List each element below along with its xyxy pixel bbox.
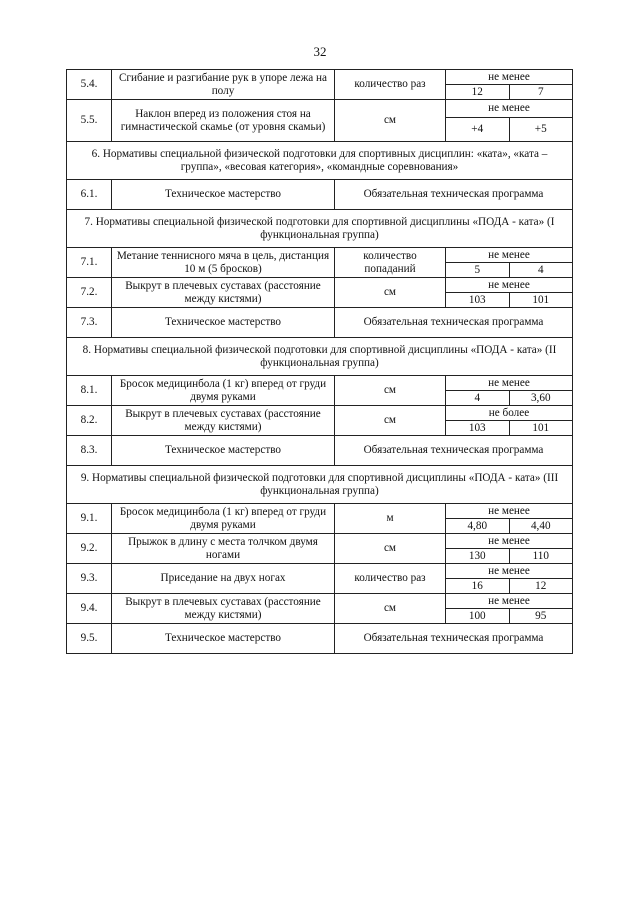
row-number: 7.1.: [67, 248, 112, 278]
test-name: Выкрут в плечевых суставах (расстояние между кистями): [112, 594, 335, 624]
condition-label: не менее: [446, 376, 573, 391]
condition-label: не менее: [446, 70, 573, 85]
section-heading: 9. Нормативы специальной физической подготовки для спортивной дисциплины «ПОДА - ката» (III функциональная группа): [67, 466, 573, 504]
value-boys: 4,80: [446, 519, 510, 534]
row-number: 9.1.: [67, 504, 112, 534]
program-text: Обязательная техническая программа: [335, 308, 573, 338]
condition-label: не менее: [446, 564, 573, 579]
test-name: Метание теннисного мяча в цель, дистанция 10 м (5 бросков): [112, 248, 335, 278]
value-girls: 7: [509, 85, 573, 100]
condition-label: не менее: [446, 504, 573, 519]
row-number: 8.2.: [67, 406, 112, 436]
section-heading: 7. Нормативы специальной физической подготовки для спортивной дисциплины «ПОДА - ката» (I функциональная группа): [67, 210, 573, 248]
test-name: Выкрут в плечевых суставах (расстояние между кистями): [112, 406, 335, 436]
value-girls: 101: [509, 293, 573, 308]
condition-label: не менее: [446, 100, 573, 118]
condition-label: не менее: [446, 278, 573, 293]
section-row: [67, 210, 573, 248]
section-row: [67, 466, 573, 504]
unit-of-measure: количество раз: [335, 70, 446, 100]
value-boys: +4: [446, 118, 510, 142]
condition-label: не более: [446, 406, 573, 421]
section-row: [67, 338, 573, 376]
condition-label: не менее: [446, 534, 573, 549]
unit-of-measure: количество раз: [335, 564, 446, 594]
table-row: [67, 100, 573, 118]
table-row: [67, 376, 573, 391]
test-name: Бросок медицинбола (1 кг) вперед от груди двумя руками: [112, 376, 335, 406]
row-number: 7.3.: [67, 308, 112, 338]
program-text: Обязательная техническая программа: [335, 180, 573, 210]
unit-of-measure: м: [335, 504, 446, 534]
table-row: [67, 504, 573, 519]
value-boys: 4: [446, 391, 510, 406]
test-name: Техническое мастерство: [112, 308, 335, 338]
row-number: 6.1.: [67, 180, 112, 210]
row-number: 7.2.: [67, 278, 112, 308]
row-number: 9.2.: [67, 534, 112, 564]
row-number: 5.4.: [67, 70, 112, 100]
value-girls: +5: [509, 118, 573, 142]
value-girls: 4: [509, 263, 573, 278]
condition-label: не менее: [446, 248, 573, 263]
unit-of-measure: см: [335, 594, 446, 624]
row-number: 5.5.: [67, 100, 112, 142]
value-boys: 5: [446, 263, 510, 278]
test-name: Техническое мастерство: [112, 624, 335, 654]
value-girls: 101: [509, 421, 573, 436]
table-row: [67, 564, 573, 579]
norms-table: [66, 69, 573, 654]
section-heading: 6. Нормативы специальной физической подготовки для спортивных дисциплин: «ката», «ката – группа», «весовая категория», «командные соревнования»: [67, 142, 573, 180]
unit-of-measure: количество попаданий: [335, 248, 446, 278]
row-number: 9.4.: [67, 594, 112, 624]
table-row: [67, 624, 573, 654]
row-number: 8.3.: [67, 436, 112, 466]
value-boys: 16: [446, 579, 510, 594]
value-boys: 103: [446, 293, 510, 308]
row-number: 9.5.: [67, 624, 112, 654]
value-girls: 4,40: [509, 519, 573, 534]
test-name: Выкрут в плечевых суставах (расстояние между кистями): [112, 278, 335, 308]
table-row: [67, 248, 573, 263]
program-text: Обязательная техническая программа: [335, 436, 573, 466]
table-row: [67, 534, 573, 549]
table-row: [67, 594, 573, 609]
test-name: Техническое мастерство: [112, 436, 335, 466]
test-name: Сгибание и разгибание рук в упоре лежа на полу: [112, 70, 335, 100]
value-boys: 100: [446, 609, 510, 624]
test-name: Бросок медицинбола (1 кг) вперед от груди двумя руками: [112, 504, 335, 534]
row-number: 9.3.: [67, 564, 112, 594]
test-name: Техническое мастерство: [112, 180, 335, 210]
unit-of-measure: см: [335, 278, 446, 308]
value-boys: 103: [446, 421, 510, 436]
unit-of-measure: см: [335, 534, 446, 564]
unit-of-measure: см: [335, 376, 446, 406]
test-name: Приседание на двух ногах: [112, 564, 335, 594]
value-boys: 130: [446, 549, 510, 564]
value-girls: 12: [509, 579, 573, 594]
table-row: [67, 180, 573, 210]
table-row: [67, 406, 573, 421]
value-girls: 110: [509, 549, 573, 564]
section-heading: 8. Нормативы специальной физической подготовки для спортивной дисциплины «ПОДА - ката» (II функциональная группа): [67, 338, 573, 376]
table-row: [67, 308, 573, 338]
value-boys: 12: [446, 85, 510, 100]
program-text: Обязательная техническая программа: [335, 624, 573, 654]
row-number: 8.1.: [67, 376, 112, 406]
table-row: [67, 278, 573, 293]
table-row: [67, 436, 573, 466]
test-name: Прыжок в длину с места толчком двумя ногами: [112, 534, 335, 564]
unit-of-measure: см: [335, 100, 446, 142]
section-row: [67, 142, 573, 180]
value-girls: 3,60: [509, 391, 573, 406]
condition-label: не менее: [446, 594, 573, 609]
unit-of-measure: см: [335, 406, 446, 436]
page-number: 32: [313, 44, 327, 59]
test-name: Наклон вперед из положения стоя на гимнастической скамье (от уровня скамьи): [112, 100, 335, 142]
value-girls: 95: [509, 609, 573, 624]
table-row: [67, 70, 573, 85]
